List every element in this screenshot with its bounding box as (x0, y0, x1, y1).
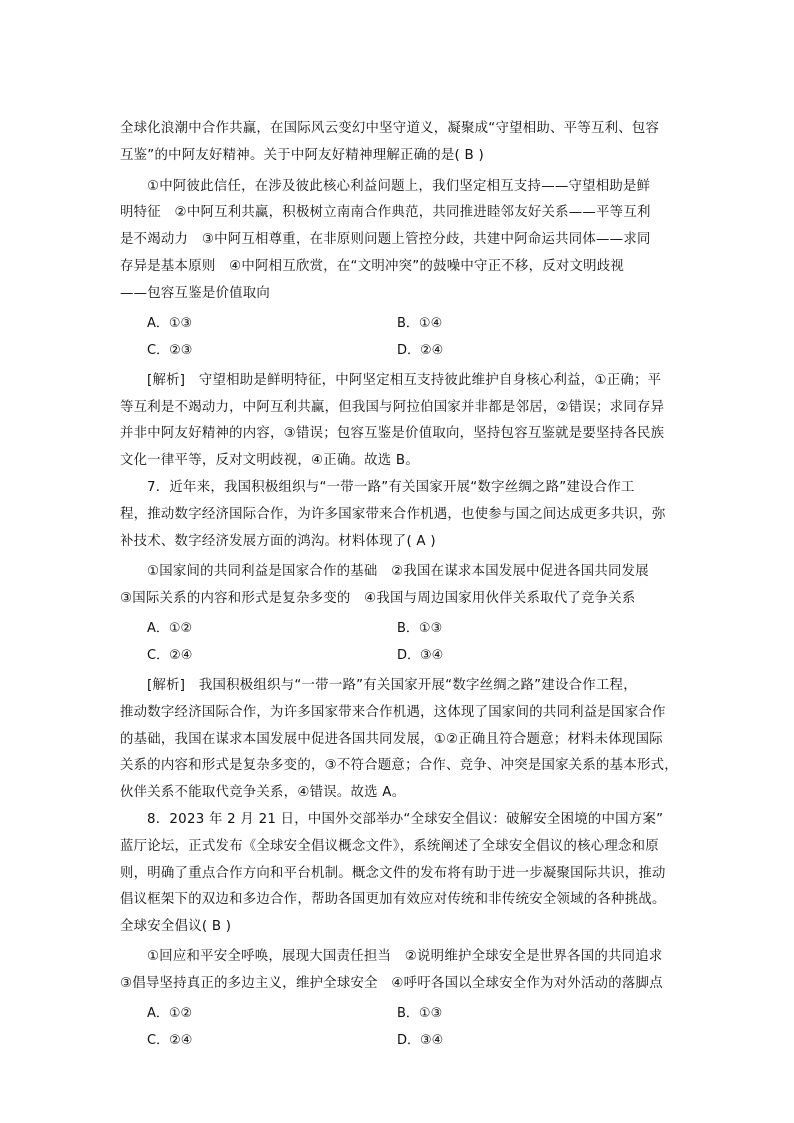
q8-stem-line: 倡议框架下的双边和多边合作，帮助各国更加有效应对传统和非传统安全领域的各种挑战。 (120, 892, 666, 907)
q8-stem-line: 则，明确了重点合作方向和平台机制。概念文件的发布将有助于进一步凝聚国际共识，推动 (120, 866, 666, 881)
q6-analysis-line: 并非中阿友好精神的内容，③错误；包容互鉴是价值取向，坚持包容互鉴就是要坚持各民族 (120, 426, 665, 441)
q7-stem-line: 7．近年来，我国积极组织与“一带一路”有关国家开展“数字丝绸之路”建设合作工 (147, 480, 635, 495)
q8-stem-line: 全球安全倡议( B ) (120, 919, 232, 934)
q7-stem-line: 程，推动数字经济国际合作，为许多国家带来合作机遇，也使参与国之间达成更多共识，弥 (120, 507, 666, 522)
q6-statement-line: 是不竭动力 ③中阿互相尊重，在非原则问题上管控分歧，共建中阿命运共同体——求同 (120, 232, 651, 247)
q7-option-b: B．①③ (397, 621, 443, 636)
q6-statement-line: 明特征 ②中阿互利共赢，积极树立南南合作典范，共同推进睦邻友好关系——平等互利 (120, 205, 651, 220)
q6-analysis-line: 文化一律平等，反对文明歧视，④正确。故选 B。 (120, 453, 420, 468)
q7-statement-line: ③国际关系的内容和形式是复杂多变的 ④我国与周边国家用伙伴关系取代了竞争关系 (120, 591, 636, 606)
q6-statement-line: ——包容互鉴是价值取向 (120, 286, 271, 301)
q6-statement-line: 存异是基本原则 ④中阿相互欣赏，在“文明冲突”的鼓噪中守正不移，反对文明歧视 (120, 259, 625, 274)
q8-stem-line: 蓝厅论坛，正式发布《全球安全倡议概念文件》，系统阐述了全球安全倡议的核心理念和原 (120, 839, 659, 854)
q7-option-a: A．①② (147, 621, 193, 636)
q7-stem-line: 补技术、数字经济发展方面的鸿沟。材料体现了( A ) (120, 534, 436, 549)
q6-option-a: A．①③ (147, 316, 193, 331)
q7-analysis-line: [解析] 我国积极组织与“一带一路”有关国家开展“数字丝绸之路”建设合作工程， (147, 678, 637, 693)
q6-option-b: B．①④ (397, 316, 443, 331)
q7-analysis-line: 关系的内容和形式是复杂多变的，③不符合题意；合作、竞争、冲突是国家关系的基本形式， (120, 758, 678, 773)
q8-option-a: A．①② (147, 1006, 193, 1021)
q6-stem-line: 互鉴”的中阿友好精神。关于中阿友好精神理解正确的是( B ) (120, 148, 484, 163)
q8-statement-line: ①回应和平安全呼唤，展现大国责任担当 ②说明维护全球安全是世界各国的共同追求 (147, 949, 663, 964)
q7-option-c: C．②④ (147, 648, 193, 663)
q7-statement-line: ①国家间的共同利益是国家合作的基础 ②我国在谋求本国发展中促进各国共同发展 (147, 564, 649, 579)
q8-stem-line: 8．2023 年 2 月 21 日，中国外交部举办“全球安全倡议：破解安全困境的中国方案” (147, 812, 664, 827)
q8-option-c: C．②④ (147, 1033, 193, 1048)
q6-statement-line: ①中阿彼此信任，在涉及彼此核心利益问题上，我们坚定相互支持——守望相助是鲜 (147, 179, 651, 194)
q7-analysis-line: 的基础，我国在谋求本国发展中促进各国共同发展，①②正确且符合题意；材料未体现国际 (120, 732, 663, 747)
q7-option-d: D．③④ (397, 648, 444, 663)
q8-option-b: B．①③ (397, 1006, 443, 1021)
q6-option-d: D．②④ (397, 343, 444, 358)
q6-analysis-line: [解析] 守望相助是鲜明特征，中阿坚定相互支持彼此维护自身核心利益，①正确；平 (147, 373, 662, 388)
q6-option-c: C．②③ (147, 343, 193, 358)
q8-option-d: D．③④ (397, 1033, 444, 1048)
q6-stem-line: 全球化浪潮中合作共赢，在国际风云变幻中坚守道义，凝聚成“守望相助、平等互利、包容 (120, 121, 660, 136)
q7-analysis-line: 伙伴关系不能取代竞争关系，④错误。故选 A。 (120, 785, 406, 800)
q7-analysis-line: 推动数字经济国际合作，为许多国家带来合作机遇，这体现了国家间的共同利益是国家合作 (120, 705, 666, 720)
q8-statement-line: ③倡导坚持真正的多边主义，维护全球安全 ④呼吁各国以全球安全作为对外活动的落脚点 (120, 976, 663, 991)
q6-analysis-line: 等互利是不竭动力，中阿互利共赢，但我国与阿拉伯国家并非都是邻居，②错误；求同存异 (120, 400, 665, 415)
